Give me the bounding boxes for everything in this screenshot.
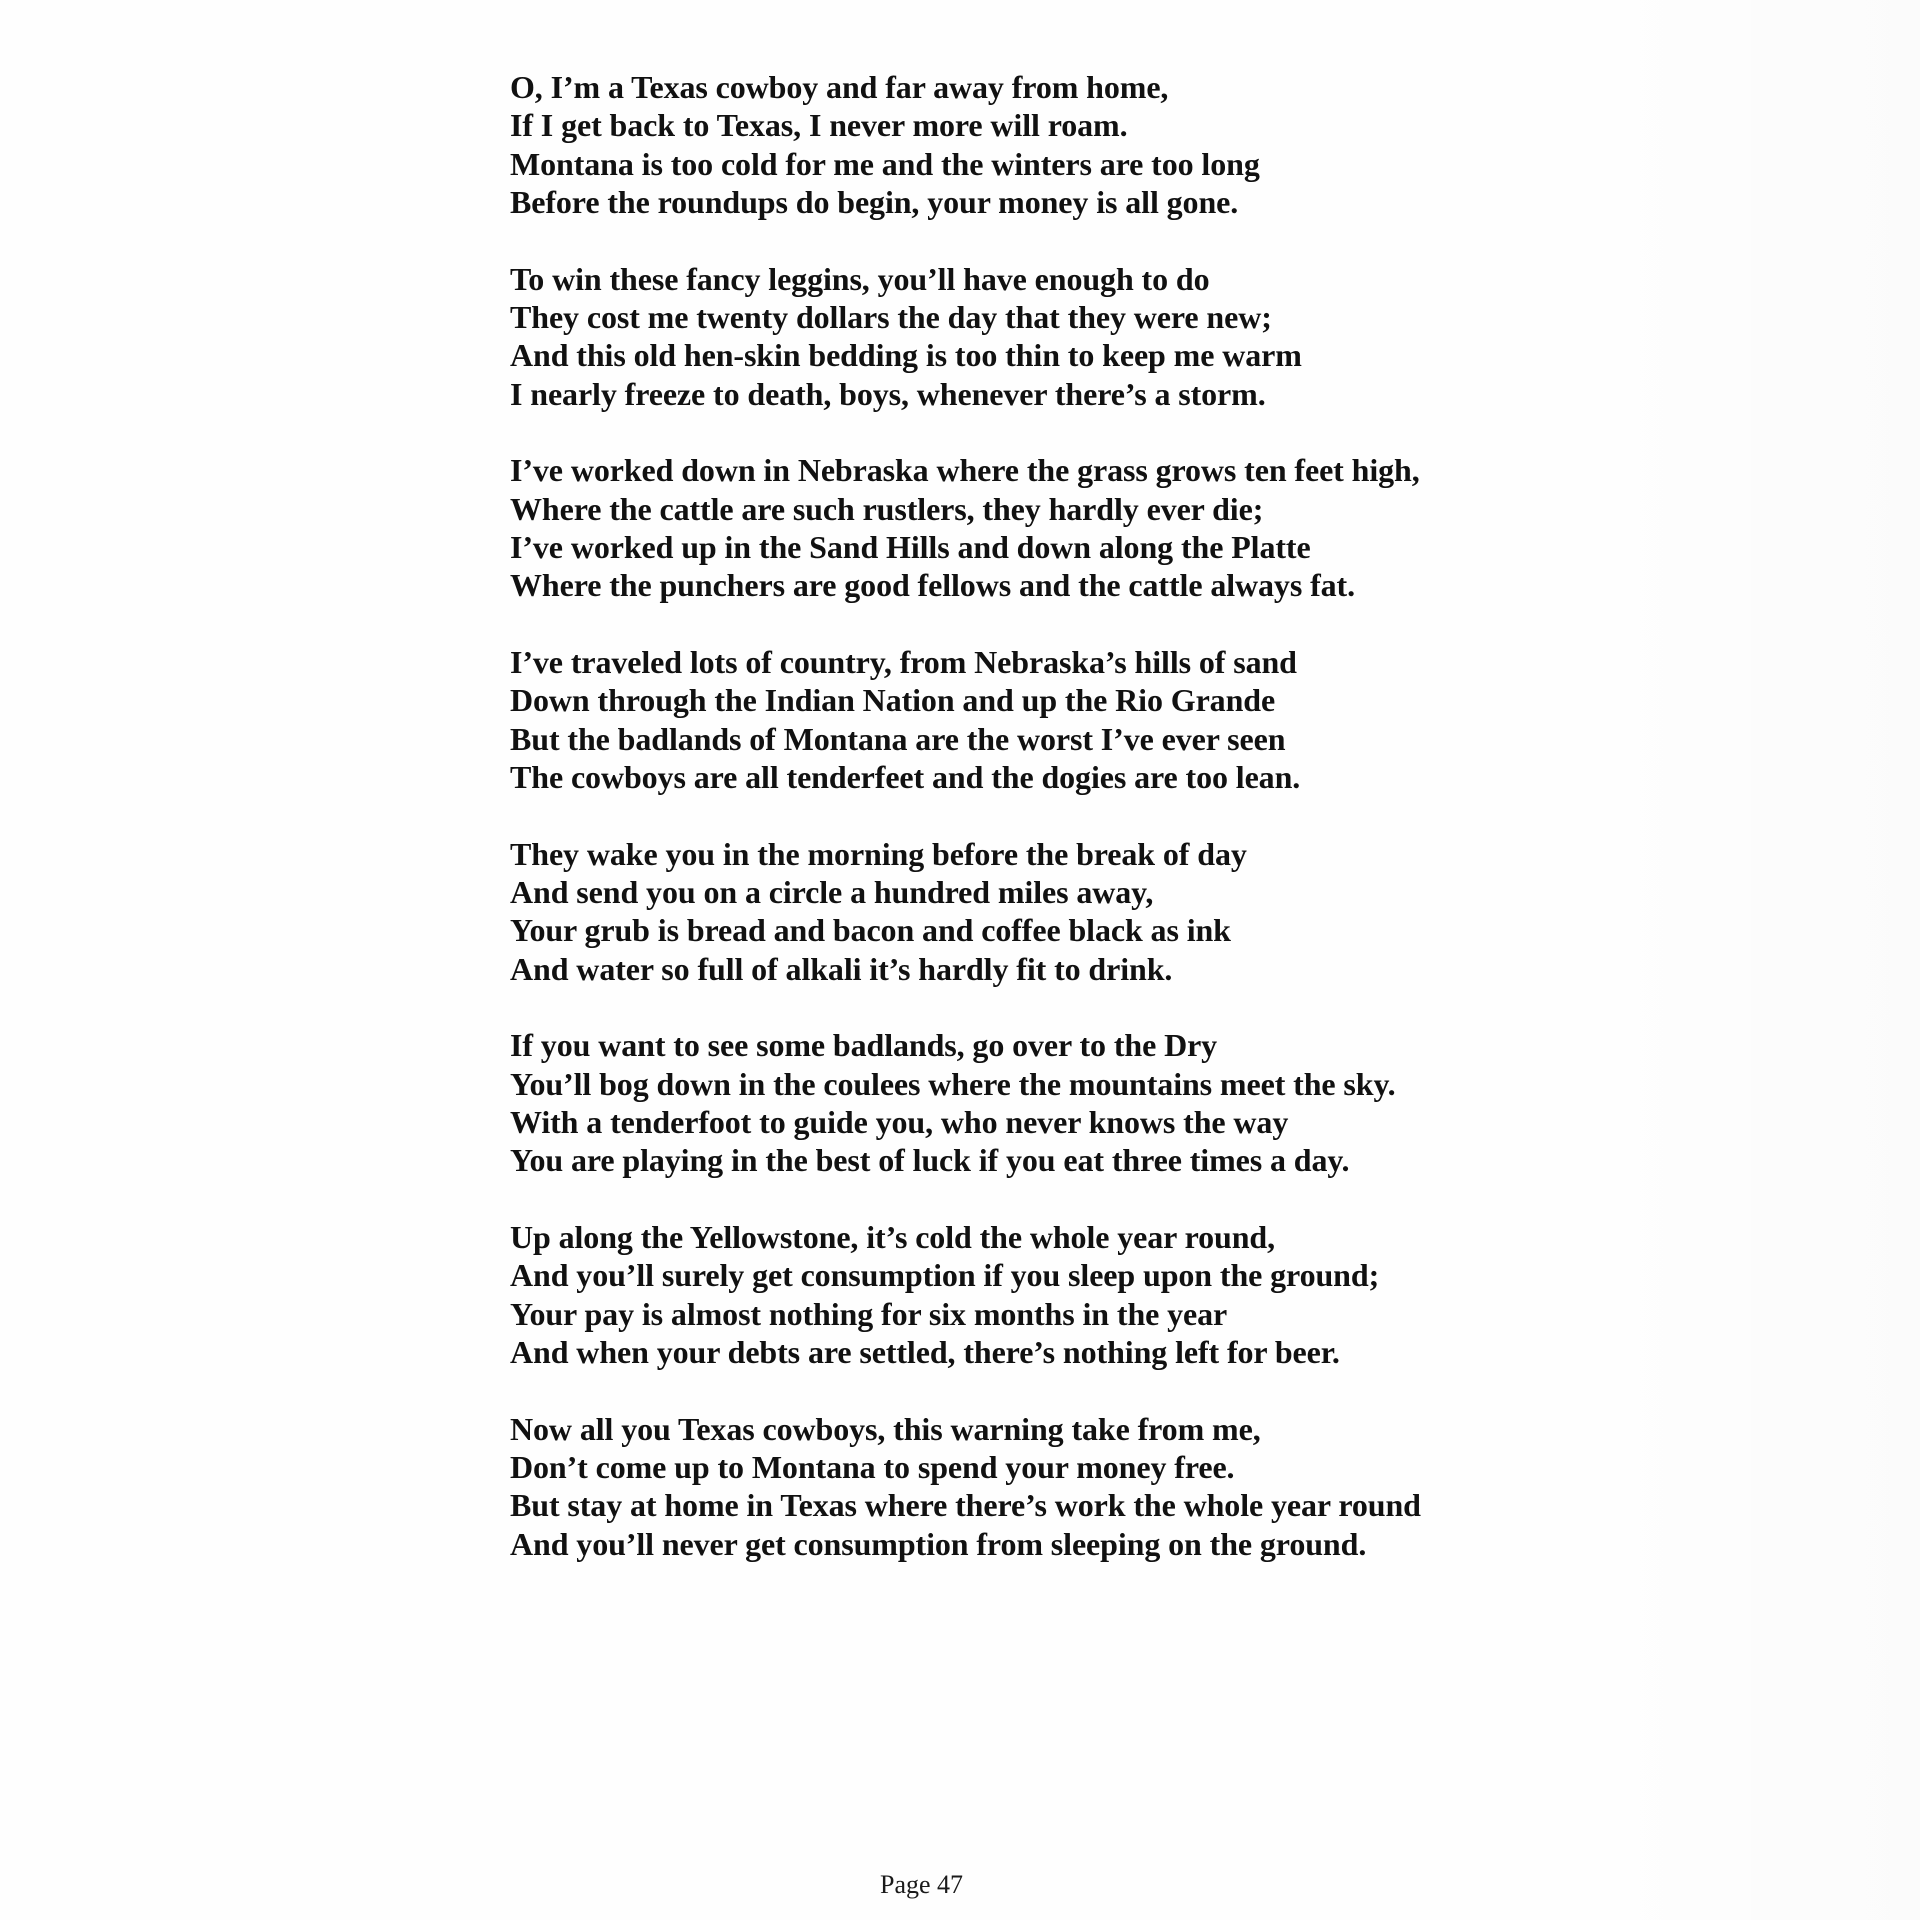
- poem-line: Now all you Texas cowboys, this warning take from me,: [510, 1410, 1261, 1447]
- poem-line: I nearly freeze to death, boys, whenever there’s a storm.: [510, 375, 1266, 412]
- poem-line: I’ve traveled lots of country, from Nebraska’s hills of sand: [510, 644, 1297, 681]
- poem-line: The cowboys are all tenderfeet and the dogies are too lean.: [510, 758, 1301, 795]
- poem-line: But the badlands of Montana are the worst I’ve ever seen: [510, 720, 1286, 757]
- poem-line: Your grub is bread and bacon and coffee black as ink: [510, 912, 1231, 949]
- poem-line: And when your debts are settled, there’s nothing left for beer.: [510, 1334, 1340, 1371]
- stanza-7: [510, 1218, 1510, 1371]
- poem-line: And water so full of alkali it’s hardly fit to drink.: [510, 950, 1173, 987]
- poem-line: If I get back to Texas, I never more will roam.: [510, 107, 1128, 144]
- stanza-4: [510, 643, 1510, 796]
- poem-line: Up along the Yellowstone, it’s cold the whole year round,: [510, 1219, 1275, 1256]
- stanza-1: [510, 68, 1510, 221]
- poem-line: You are playing in the best of luck if you eat three times a day.: [510, 1142, 1350, 1179]
- scan-shading: [1580, 0, 1920, 1920]
- stanza-8: [510, 1410, 1510, 1563]
- poem-line: If you want to see some badlands, go over to the Dry: [510, 1027, 1218, 1064]
- poem-line: They wake you in the morning before the break of day: [510, 835, 1247, 872]
- poem-line: I’ve worked down in Nebraska where the grass grows ten feet high,: [510, 452, 1420, 489]
- poem-line: Down through the Indian Nation and up the Rio Grande: [510, 682, 1276, 719]
- poem-line: Before the roundups do begin, your money is all gone.: [510, 183, 1239, 220]
- poem-line: And you’ll never get consumption from sleeping on the ground.: [510, 1525, 1367, 1562]
- stanza-6: [510, 1026, 1510, 1179]
- poem-line: You’ll bog down in the coulees where the mountains meet the sky.: [510, 1065, 1396, 1102]
- stanza-5: [510, 835, 1510, 988]
- poem-line: And you’ll surely get consumption if you sleep upon the ground;: [510, 1257, 1380, 1294]
- poem-line: Montana is too cold for me and the winters are too long: [510, 145, 1260, 182]
- poem-body: [510, 68, 1510, 1602]
- poem-line: To win these fancy leggins, you’ll have enough to do: [510, 260, 1210, 297]
- stanza-3: [510, 451, 1510, 604]
- poem-line: With a tenderfoot to guide you, who never knows the way: [510, 1104, 1289, 1141]
- poem-line: And this old hen-skin bedding is too thin to keep me warm: [510, 337, 1302, 374]
- poem-line: But stay at home in Texas where there’s work the whole year round: [510, 1487, 1421, 1524]
- stanza-2: [510, 260, 1510, 413]
- poem-line: O, I’m a Texas cowboy and far away from home,: [510, 69, 1169, 105]
- poem-line: I’ve worked up in the Sand Hills and down along the Platte: [510, 528, 1311, 565]
- poem-line: Your pay is almost nothing for six months in the year: [510, 1295, 1228, 1332]
- poem-line: And send you on a circle a hundred miles away,: [510, 874, 1154, 911]
- poem-line: Don’t come up to Montana to spend your money free.: [510, 1449, 1235, 1486]
- poem-line: Where the punchers are good fellows and the cattle always fat.: [510, 567, 1355, 604]
- poem-line: They cost me twenty dollars the day that they were new;: [510, 298, 1272, 335]
- poem-line: Where the cattle are such rustlers, they hardly ever die;: [510, 490, 1264, 527]
- page-number: Page 47: [880, 1870, 964, 1899]
